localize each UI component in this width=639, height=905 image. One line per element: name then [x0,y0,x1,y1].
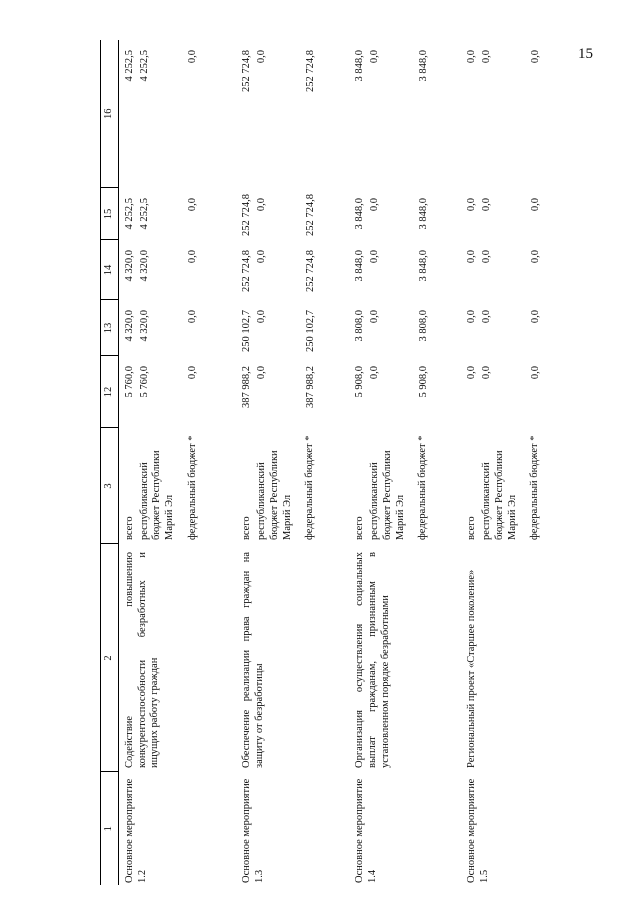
header-col-15: 15 [101,188,119,240]
activity-description: Региональный проект «Старшее поколение» [466,569,478,768]
budget-value: 0,0 [466,366,478,380]
header-col-2: 2 [101,544,119,772]
activity-description: Организация осуществления социальных выплат гражданам, признанным в установленном порядке безработными [354,552,391,768]
budget-value: 3 848,0 [354,198,366,230]
year-values-col-14 [236,240,349,300]
header-col-12: 12 [101,356,119,428]
header-col-13: 13 [101,300,119,356]
budget-value: 4 252,5 [138,198,150,230]
rotated-table-sheet [100,40,639,885]
year-values-col-15 [349,188,461,240]
budget-value: 3 808,0 [354,310,366,342]
funding-source-label: всего [466,516,478,540]
budget-value: 387 988,2 [241,366,253,408]
year-values-col-13 [349,300,461,356]
table-row [236,40,349,885]
budget-value: 252 724,8 [241,50,253,92]
budget-value: 0,0 [369,250,381,264]
activity-name: Основное мероприятие 1.4 [354,778,379,883]
budget-value: 3 848,0 [354,250,366,282]
funding-source-label: всего [123,516,135,540]
budget-value: 3 848,0 [354,50,366,82]
budget-value: 252 724,8 [304,50,316,92]
year-values-col-16 [349,40,461,188]
funding-source-label: федеральный бюджет * [304,435,316,540]
year-values-col-16 [461,40,573,188]
page-number: 15 [578,46,593,62]
year-values-col-16 [236,40,349,188]
budget-value: 4 252,5 [123,50,135,82]
budget-value: 0,0 [481,50,493,64]
budget-value: 5 760,0 [138,366,150,398]
year-values-col-12 [461,356,573,428]
budget-value: 4 320,0 [123,250,135,282]
budget-value: 250 102,7 [241,310,253,352]
budget-value: 0,0 [529,198,541,212]
budget-value: 3 848,0 [417,198,429,230]
header-col-3: 3 [101,428,119,544]
table-row [461,40,573,885]
budget-value: 0,0 [529,310,541,324]
table-header-row [101,40,119,885]
year-values-col-14 [118,240,236,300]
funding-source-label: республиканский бюджет Республики Марий Эл [256,450,293,540]
budget-value: 4 320,0 [123,310,135,342]
budget-value: 252 724,8 [304,250,316,292]
funding-source-label: федеральный бюджет * [529,435,541,540]
budget-value: 0,0 [187,310,199,324]
budget-value: 3 848,0 [417,250,429,282]
funding-source-label: федеральный бюджет * [186,435,198,540]
budget-value: 0,0 [256,310,268,324]
funding-source-label: республиканский бюджет Республики Марий Эл [481,450,518,540]
funding-source-label: федеральный бюджет * [417,435,429,540]
budget-value: 0,0 [256,250,268,264]
budget-value: 0,0 [481,310,493,324]
year-values-col-13 [236,300,349,356]
budget-value: 0,0 [466,310,478,324]
header-col-14: 14 [101,240,119,300]
year-values-col-15 [461,188,573,240]
table-row [349,40,461,885]
budget-value: 4 252,5 [123,198,135,230]
year-values-col-14 [349,240,461,300]
budget-value: 252 724,8 [241,194,253,236]
activity-description: Содействие повышению конкурентоспособности безработных и ищущих работу граждан [123,552,161,768]
budget-value: 0,0 [256,198,268,212]
header-col-1: 1 [101,772,119,885]
budget-value: 5 908,0 [417,366,429,398]
budget-value: 5 908,0 [354,366,366,398]
header-col-16: 16 [101,40,119,188]
budget-value: 0,0 [481,198,493,212]
budget-value: 252 724,8 [304,194,316,236]
budget-value: 0,0 [187,50,199,64]
table-row [118,40,236,885]
year-values-col-12 [236,356,349,428]
funding-source-label: республиканский бюджет Республики Марий Эл [138,450,176,540]
budget-value: 4 320,0 [138,250,150,282]
funding-source-label: всего [354,516,366,540]
year-values-col-13 [461,300,573,356]
budget-value: 0,0 [481,250,493,264]
budget-value: 0,0 [466,250,478,264]
budget-value: 0,0 [369,198,381,212]
funding-sources [118,428,236,544]
funding-sources [236,428,349,544]
budget-value: 0,0 [256,50,268,64]
year-values-col-16 [118,40,236,188]
activity-name: Основное мероприятие 1.2 [123,778,148,883]
budget-value: 0,0 [187,198,199,212]
year-values-col-12 [118,356,236,428]
budget-value: 0,0 [529,366,541,380]
budget-value: 5 760,0 [123,366,135,398]
year-values-col-15 [236,188,349,240]
budget-value: 0,0 [466,50,478,64]
year-values-col-12 [349,356,461,428]
budget-table [100,40,573,885]
budget-value: 0,0 [256,366,268,380]
budget-value: 0,0 [529,50,541,64]
activity-description: Обеспечение реализации права граждан на защиту от безработицы [241,552,266,768]
budget-value: 0,0 [187,366,199,380]
budget-value: 250 102,7 [304,310,316,352]
budget-value: 4 320,0 [138,310,150,342]
funding-sources [461,428,573,544]
budget-value: 3 808,0 [417,310,429,342]
budget-value: 0,0 [369,50,381,64]
activity-name: Основное мероприятие 1.5 [466,778,491,883]
budget-value: 0,0 [529,250,541,264]
budget-value: 387 988,2 [304,366,316,408]
funding-source-label: всего [241,516,253,540]
budget-value: 0,0 [187,250,199,264]
activity-name: Основное мероприятие 1.3 [241,778,266,883]
budget-value: 0,0 [369,366,381,380]
budget-value: 4 252,5 [138,50,150,82]
budget-value: 252 724,8 [241,250,253,292]
budget-value: 0,0 [466,198,478,212]
funding-sources [349,428,461,544]
budget-value: 3 848,0 [417,50,429,82]
funding-source-label: республиканский бюджет Республики Марий Эл [369,450,406,540]
budget-value: 0,0 [481,366,493,380]
year-values-col-15 [118,188,236,240]
year-values-col-13 [118,300,236,356]
budget-value: 0,0 [369,310,381,324]
year-values-col-14 [461,240,573,300]
